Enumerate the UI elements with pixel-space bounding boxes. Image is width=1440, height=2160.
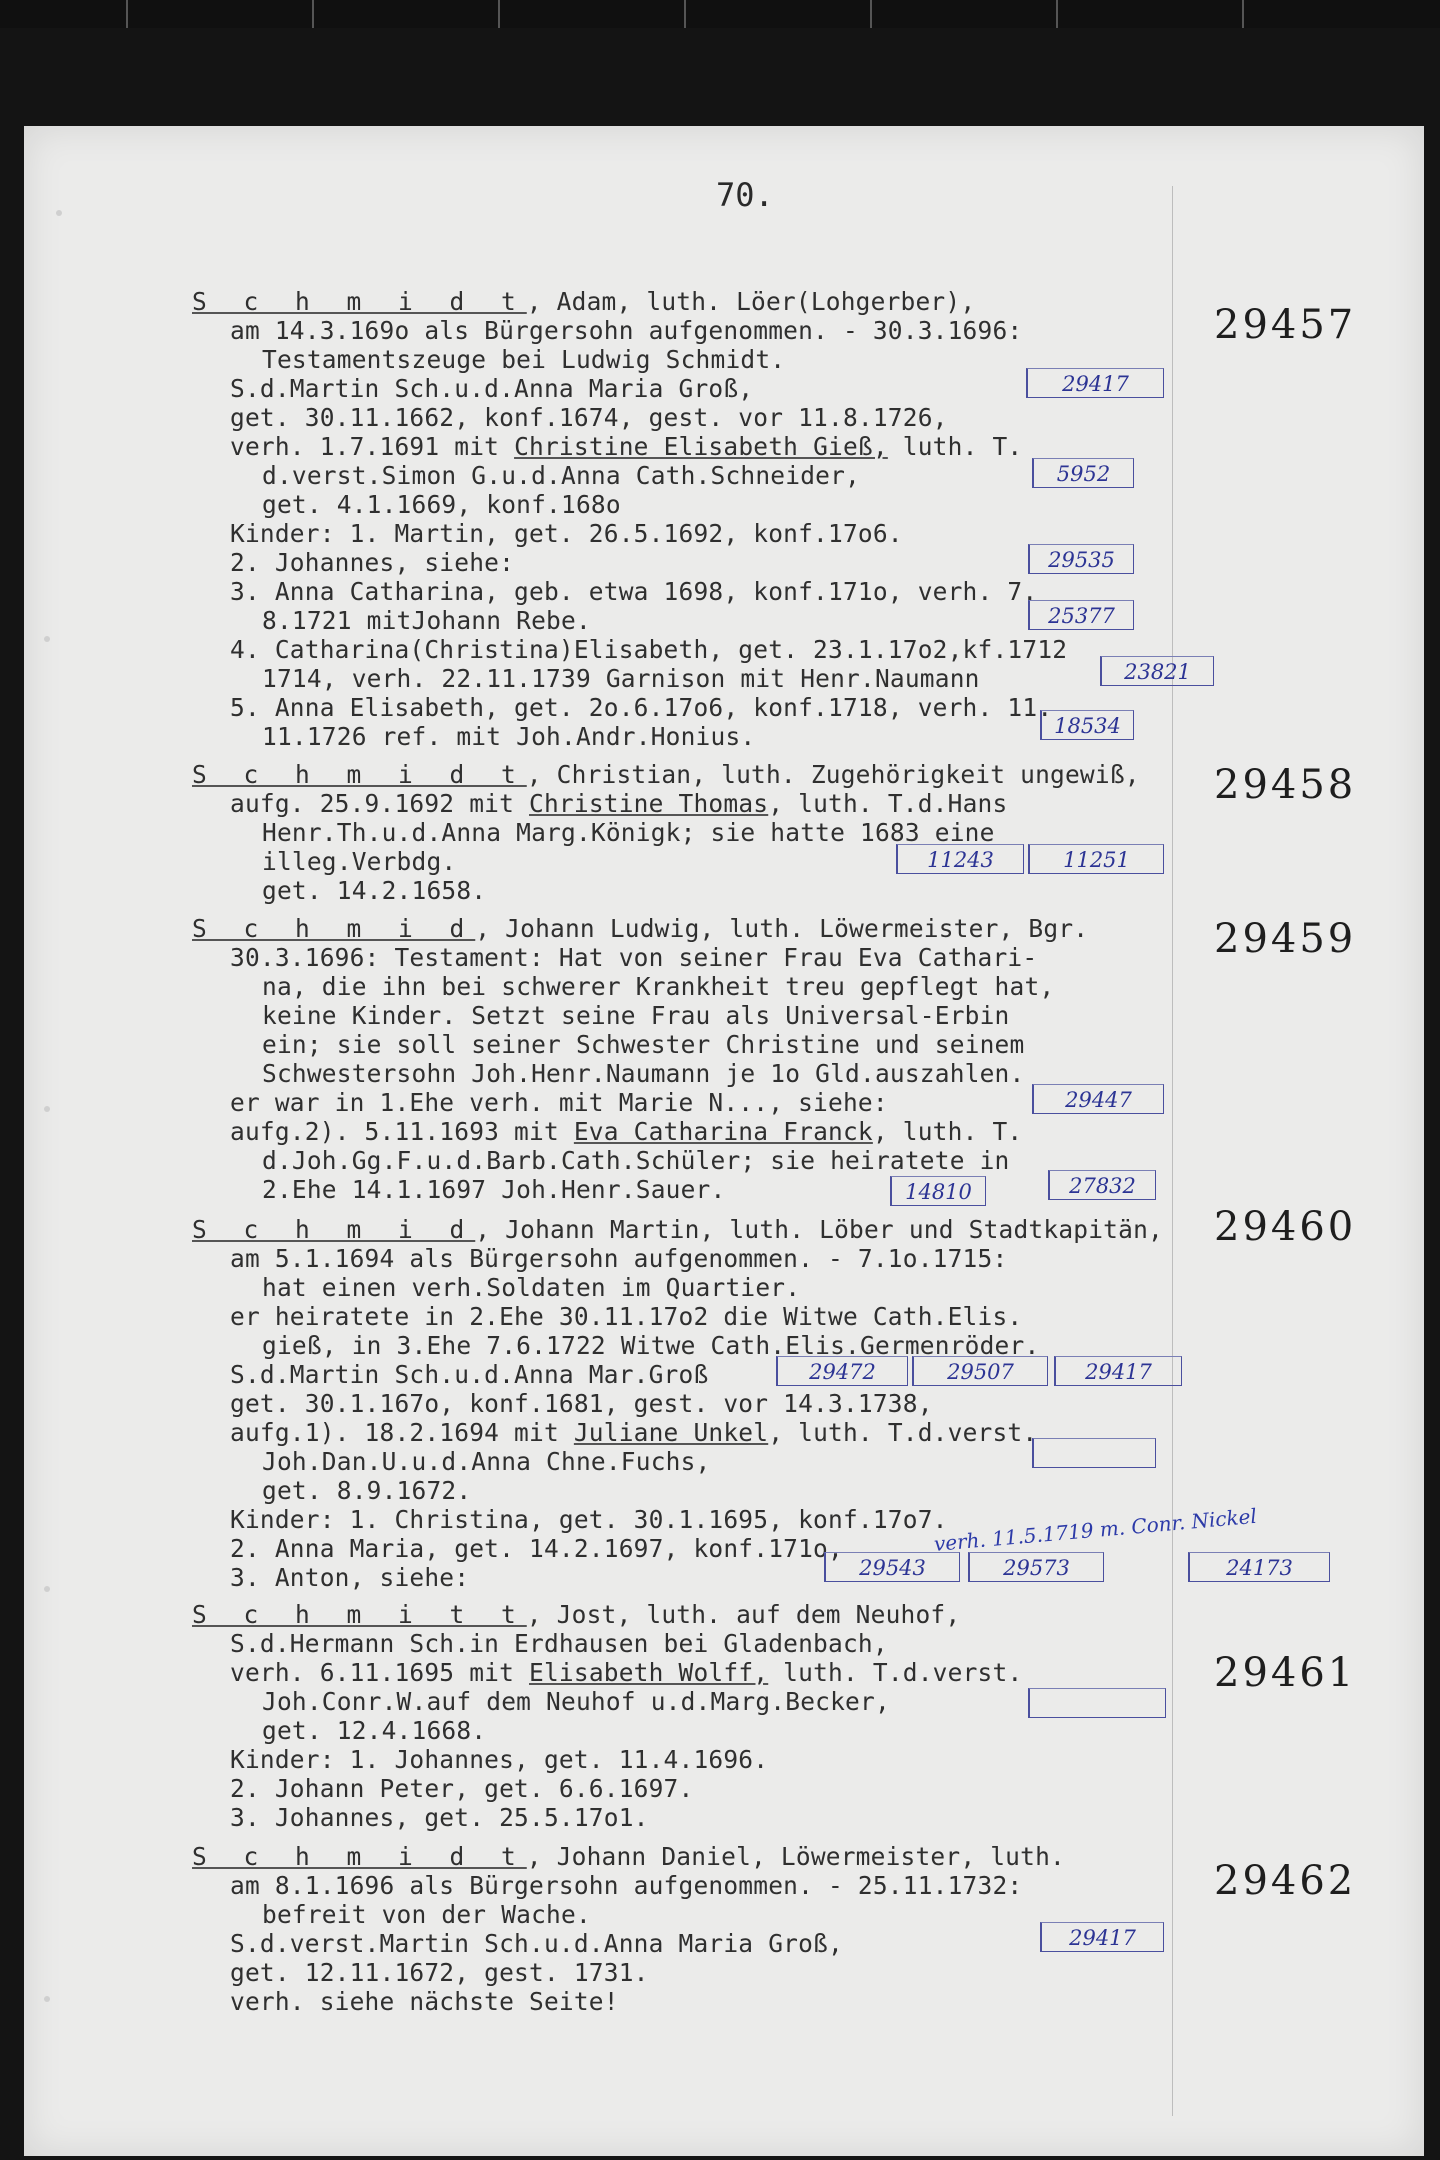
reference-box: 29417: [1026, 368, 1164, 398]
entry-line: 11.1726 ref. mit Joh.Andr.Honius.: [262, 722, 756, 751]
entry-line: 2. Anna Maria, get. 14.2.1697, konf.171o,: [230, 1534, 843, 1563]
punch-dot: [44, 1586, 50, 1592]
entry-line: aufg. 25.9.1692 mit Christine Thomas, luth. T.d.Hans: [230, 789, 1008, 818]
reference-box: 27832: [1048, 1170, 1156, 1200]
entry-line: aufg.1). 18.2.1694 mit Juliane Unkel, luth. T.d.verst.: [230, 1418, 1038, 1447]
entry-line: S c h m i t t, Jost, luth. auf dem Neuhof,: [192, 1600, 961, 1629]
surname: S c h m i t t: [192, 1600, 527, 1629]
entry-line: Testamentszeuge bei Ludwig Schmidt.: [262, 345, 786, 374]
entry-line: 2. Johann Peter, get. 6.6.1697.: [230, 1774, 694, 1803]
entry-line: verh. siehe nächste Seite!: [230, 1987, 619, 2016]
surname: S c h m i d t: [192, 287, 527, 316]
strip-mark: [1242, 0, 1244, 28]
entry-line: na, die ihn bei schwerer Krankheit treu gepflegt hat,: [262, 972, 1055, 1001]
reference-box: 24173: [1188, 1552, 1330, 1582]
strip-mark: [498, 0, 500, 28]
entry-number: 29462: [1214, 1858, 1357, 1904]
reference-box: 29472: [776, 1356, 908, 1386]
punch-dot: [44, 1106, 50, 1112]
reference-box: 11243: [896, 844, 1024, 874]
reference-box: 14810: [890, 1176, 986, 1206]
entry-line: er heiratete in 2.Ehe 30.11.17o2 die Witwe Cath.Elis.: [230, 1302, 1023, 1331]
reference-box: 29417: [1040, 1922, 1164, 1952]
reference-box: 23821: [1100, 656, 1214, 686]
entry-line: 3. Johannes, get. 25.5.17o1.: [230, 1803, 649, 1832]
surname: S c h m i d: [192, 1215, 476, 1244]
entry-line: am 5.1.1694 als Bürgersohn aufgenommen. - 7.1o.1715:: [230, 1244, 1008, 1273]
entry-line: d.verst.Simon G.u.d.Anna Cath.Schneider,: [262, 461, 861, 490]
entry-line: Joh.Conr.W.auf dem Neuhof u.d.Marg.Becker,: [262, 1687, 890, 1716]
entry-line: get. 12.11.1672, gest. 1731.: [230, 1958, 649, 1987]
reference-box: 29535: [1028, 544, 1134, 574]
strip-mark: [126, 0, 128, 28]
entry-line: Schwestersohn Joh.Henr.Naumann je 1o Gld.auszahlen.: [262, 1059, 1025, 1088]
entry-line: S c h m i d t, Johann Daniel, Löwermeister, luth.: [192, 1842, 1065, 1871]
strip-mark: [312, 0, 314, 28]
surname: S c h m i d t: [192, 1842, 527, 1871]
entry-line: d.Joh.Gg.F.u.d.Barb.Cath.Schüler; sie heiratete in: [262, 1146, 1010, 1175]
reference-box: 5952: [1032, 458, 1134, 488]
reference-box: 29417: [1054, 1356, 1182, 1386]
surname: S c h m i d t: [192, 760, 527, 789]
entry-number: 29457: [1214, 302, 1357, 348]
reference-box-empty: [1032, 1438, 1156, 1468]
reference-box: 29447: [1032, 1084, 1164, 1114]
document-page: [24, 126, 1424, 2156]
reference-box-empty: [1028, 1688, 1166, 1718]
entry-line: gieß, in 3.Ehe 7.6.1722 Witwe Cath.Elis.Germenröder.: [262, 1331, 1040, 1360]
reference-box: 11251: [1028, 844, 1164, 874]
entry-line: verh. 6.11.1695 mit Elisabeth Wolff, luth. T.d.verst.: [230, 1658, 1023, 1687]
entry-line: S.d.verst.Martin Sch.u.d.Anna Maria Groß,: [230, 1929, 843, 1958]
strip-mark: [870, 0, 872, 28]
strip-mark: [684, 0, 686, 28]
entry-line: 3. Anton, siehe:: [230, 1563, 470, 1592]
entry-number: 29460: [1214, 1204, 1357, 1250]
entry-line: keine Kinder. Setzt seine Frau als Universal-Erbin: [262, 1001, 1010, 1030]
entry-line: get. 14.2.1658.: [262, 876, 487, 905]
entry-line: get. 4.1.1669, konf.168o: [262, 490, 621, 519]
entry-line: er war in 1.Ehe verh. mit Marie N..., siehe:: [230, 1088, 888, 1117]
entry-line: 30.3.1696: Testament: Hat von seiner Frau Eva Cathari-: [230, 943, 1038, 972]
entry-line: S c h m i d t, Christian, luth. Zugehörigkeit ungewiß,: [192, 760, 1140, 789]
page-number: 70.: [716, 176, 774, 214]
entry-line: am 14.3.169o als Bürgersohn aufgenommen. - 30.3.1696:: [230, 316, 1023, 345]
entry-number: 29461: [1214, 1650, 1357, 1696]
entry-line: 1714, verh. 22.11.1739 Garnison mit Henr.Naumann: [262, 664, 980, 693]
strip-mark: [1056, 0, 1058, 28]
entry-line: illeg.Verbdg.: [262, 847, 457, 876]
entry-line: Henr.Th.u.d.Anna Marg.Königk; sie hatte 1683 eine: [262, 818, 995, 847]
handwritten-note: verh. 11.5.1719 m. Conr. Nickel: [932, 1503, 1258, 1556]
entry-line: am 8.1.1696 als Bürgersohn aufgenommen. - 25.11.1732:: [230, 1871, 1023, 1900]
entry-line: 2. Johannes, siehe:: [230, 548, 515, 577]
entry-line: befreit von der Wache.: [262, 1900, 591, 1929]
entry-line: Kinder: 1. Christina, get. 30.1.1695, konf.17o7.: [230, 1505, 948, 1534]
reference-box: 29507: [912, 1356, 1048, 1386]
entry-line: get. 30.1.167o, konf.1681, gest. vor 14.3.1738,: [230, 1389, 933, 1418]
reference-box: 18534: [1040, 710, 1134, 740]
entry-line: S c h m i d, Johann Ludwig, luth. Löwermeister, Bgr.: [192, 914, 1089, 943]
entry-line: S.d.Martin Sch.u.d.Anna Mar.Groß: [230, 1360, 709, 1389]
entry-number: 29458: [1214, 762, 1357, 808]
punch-dot: [44, 636, 50, 642]
entry-line: ein; sie soll seiner Schwester Christine und seinem: [262, 1030, 1025, 1059]
entry-line: S c h m i d, Johann Martin, luth. Löber und Stadtkapitän,: [192, 1215, 1163, 1244]
punch-dot: [56, 210, 62, 216]
entry-number: 29459: [1214, 916, 1357, 962]
entry-line: get. 12.4.1668.: [262, 1716, 487, 1745]
entry-line: S.d.Martin Sch.u.d.Anna Maria Groß,: [230, 374, 754, 403]
reference-box: 25377: [1028, 600, 1134, 630]
surname: S c h m i d: [192, 914, 476, 943]
entry-line: verh. 1.7.1691 mit Christine Elisabeth Gieß, luth. T.: [230, 432, 1023, 461]
entry-line: aufg.2). 5.11.1693 mit Eva Catharina Franck, luth. T.: [230, 1117, 1023, 1146]
entry-line: S.d.Hermann Sch.in Erdhausen bei Gladenbach,: [230, 1629, 888, 1658]
entry-line: get. 8.9.1672.: [262, 1476, 472, 1505]
entry-line: Kinder: 1. Johannes, get. 11.4.1696.: [230, 1745, 769, 1774]
entry-line: get. 30.11.1662, konf.1674, gest. vor 11.8.1726,: [230, 403, 948, 432]
entry-line: S c h m i d t, Adam, luth. Löer(Lohgerber),: [192, 287, 976, 316]
entry-line: 8.1721 mitJohann Rebe.: [262, 606, 591, 635]
margin-rule: [1172, 186, 1173, 2116]
entry-line: 3. Anna Catharina, geb. etwa 1698, konf.171o, verh. 7.: [230, 577, 1038, 606]
reference-box: 29543: [824, 1552, 960, 1582]
entry-line: Kinder: 1. Martin, get. 26.5.1692, konf.17o6.: [230, 519, 903, 548]
entry-line: Joh.Dan.U.u.d.Anna Chne.Fuchs,: [262, 1447, 711, 1476]
punch-dot: [44, 1996, 50, 2002]
entry-line: 2.Ehe 14.1.1697 Joh.Henr.Sauer.: [262, 1175, 726, 1204]
entry-line: 5. Anna Elisabeth, get. 2o.6.17o6, konf.1718, verh. 11.: [230, 693, 1053, 722]
entry-line: 4. Catharina(Christina)Elisabeth, get. 23.1.17o2,kf.1712: [230, 635, 1068, 664]
film-strip-top: [0, 0, 1440, 28]
entry-line: hat einen verh.Soldaten im Quartier.: [262, 1273, 801, 1302]
reference-box: 29573: [968, 1552, 1104, 1582]
